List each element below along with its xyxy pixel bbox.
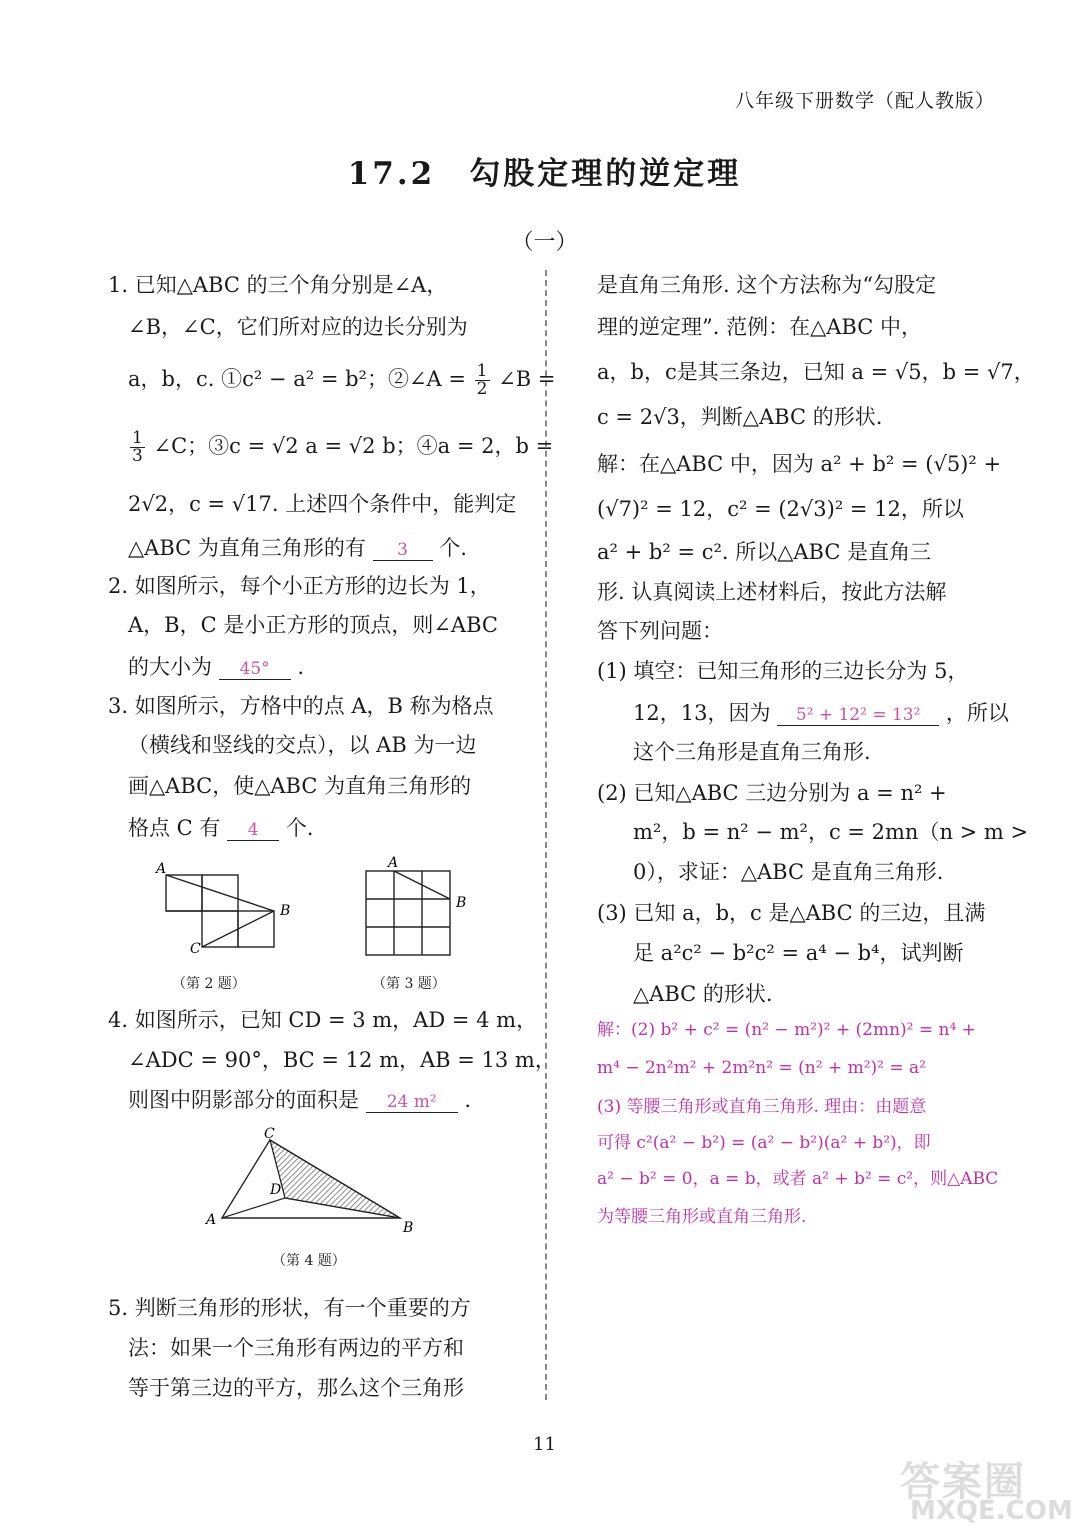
figure-2-caption: （第 2 题）	[172, 976, 246, 992]
solution-line6: 为等腰三角形或直角三角形.	[597, 1207, 807, 1227]
q2-answer-blank: 45°	[219, 659, 291, 680]
q1-line5: 2√2，c = √17. 上述四个条件中，能判定	[128, 492, 517, 516]
q4-line1: 4. 如图所示，已知 CD = 3 m，AD = 4 m，	[108, 1008, 538, 1032]
q3-line1: 3. 如图所示，方格中的点 A，B 称为格点	[108, 694, 494, 718]
q5-line2: 法：如果一个三角形有两边的平方和	[128, 1336, 464, 1360]
figure-3	[352, 855, 492, 995]
fig4-label-c: C	[264, 1126, 275, 1142]
fig2-label-c: C	[190, 941, 201, 957]
q1-line3-a: a，b，c. ①c² − a² = b²；②∠A =	[128, 367, 466, 391]
part2-line3: 0），求证：△ABC 是直角三角形.	[633, 860, 944, 884]
part1-answer-blank: 5² + 12² = 13²	[777, 705, 939, 726]
fig3-label-a: A	[388, 855, 399, 871]
q1-line1: 1. 已知△ABC 的三个角分别是∠A，	[108, 273, 448, 297]
part3-line2: 足 a²c² − b²c² = a⁴ − b⁴，试判断	[633, 941, 964, 965]
part3-line1: (3) 已知 a，b，c 是△ABC 的三边，且满	[597, 901, 986, 925]
watermark-url: MXQE.COM	[910, 1496, 1073, 1526]
figure-4-caption: （第 4 题）	[272, 1253, 346, 1269]
solution-line1: 解：(2) b² + c² = (n² − m²)² + (2mn)² = n⁴ +	[597, 1020, 976, 1040]
solution-line5: a² − b² = 0，a = b，或者 a² + b² = c²，则△ABC	[597, 1169, 999, 1189]
q1-line6: △ABC 为直角三角形的有 3 个.	[128, 536, 467, 560]
right-line3: a，b，c是其三条边，已知 a = √5，b = √7，	[597, 360, 1035, 384]
q5-line1: 5. 判断三角形的形状，有一个重要的方	[108, 1296, 471, 1320]
q4-answer-blank: 24 m²	[366, 1092, 458, 1113]
part1-line1: (1) 填空：已知三角形的三边长分为 5，	[597, 659, 969, 683]
figure-4	[200, 1120, 430, 1270]
part1-line3: 这个三角形是直角三角形.	[633, 740, 871, 764]
q2-line1: 2. 如图所示，每个小正方形的边长为 1，	[108, 574, 491, 598]
right-line8: 形. 认真阅读上述材料后，按此方法解	[597, 580, 947, 604]
part2-line1: (2) 已知△ABC 三边分别为 a = n² +	[597, 781, 947, 805]
part3-line3: △ABC 的形状.	[633, 982, 773, 1006]
watermark-logo	[900, 1450, 1075, 1530]
right-line6: (√7)² = 12，c² = (2√3)² = 12，所以	[597, 497, 964, 521]
figure-3-grid	[352, 855, 492, 975]
right-line1: 是直角三角形. 这个方法称为“勾股定	[597, 273, 937, 297]
q1-line3-b: ∠B =	[498, 367, 556, 391]
q4-line2: ∠ADC = 90°，BC = 12 m，AB = 13 m，	[128, 1048, 556, 1072]
fig2-label-b: B	[280, 903, 291, 919]
fig4-label-d: D	[270, 1182, 282, 1198]
fig4-label-b: B	[403, 1220, 414, 1236]
part2-line2: m²，b = n² − m²，c = 2mn（n > m >	[633, 820, 1029, 844]
fig2-label-a: A	[156, 861, 167, 877]
right-line2: 理的逆定理”. 范例：在△ABC 中，	[597, 315, 922, 339]
right-line4: c = 2√3，判断△ABC 的形状.	[597, 405, 883, 429]
q3-line4: 格点 C 有 4 个.	[128, 816, 314, 840]
q5-line3: 等于第三边的平方，那么这个三角形	[128, 1376, 464, 1400]
solution-line4: 可得 c²(a² − b²) = (a² − b²)(a² + b²)，即	[597, 1133, 931, 1153]
figure-4-triangle	[200, 1120, 430, 1245]
q1-line4-text: ∠C；③c = √2 a = √2 b；④a = 2，b =	[153, 434, 554, 458]
q1-answer-blank: 3	[373, 540, 433, 561]
solution-line2: m⁴ − 2n²m² + 2m²n² = (n² + m²)² = a²	[597, 1058, 926, 1078]
watermark-text: 答案圈	[900, 1458, 1026, 1505]
part1-line2: 12，13，因为 5² + 12² = 13² ，所以	[633, 701, 1009, 725]
q4-line3: 则图中阴影部分的面积是 24 m² .	[128, 1088, 472, 1112]
q3-line2: （横线和竖线的交点），以 AB 为一边	[128, 733, 477, 757]
book-header: 八年级下册数学（配人教版）	[735, 90, 996, 112]
right-line9: 答下列问题：	[597, 619, 723, 643]
q2-line2: A，B，C 是小正方形的顶点，则∠ABC	[128, 613, 498, 637]
q1-line3	[128, 363, 556, 398]
right-line7: a² + b² = c². 所以△ABC 是直角三	[597, 540, 932, 564]
section-subtitle: （一）	[511, 230, 578, 255]
q3-line3: 画△ABC，使△ABC 为直角三角形的	[128, 774, 472, 798]
solution-line3: (3) 等腰三角形或直角三角形. 理由：由题意	[597, 1097, 927, 1117]
section-title: 17.2 勾股定理的逆定理	[347, 156, 742, 192]
figure-3-caption: （第 3 题）	[372, 976, 446, 992]
q3-answer-blank: 4	[227, 820, 279, 841]
q2-line3: 的大小为 45° .	[128, 655, 305, 679]
fraction-one-third: $\frac{1}{3}$	[132, 428, 143, 466]
fig3-label-b: B	[456, 895, 467, 911]
figure-2	[150, 855, 310, 995]
q1-line2: ∠B，∠C，它们所对应的边长分别为	[128, 315, 468, 339]
page-number: 11	[533, 1434, 556, 1455]
q1-line4	[128, 430, 553, 465]
fig4-label-a: A	[206, 1212, 217, 1228]
right-line5: 解：在△ABC 中，因为 a² + b² = (√5)² +	[597, 452, 1002, 476]
fraction-one-half: $\frac{1}{2}$	[476, 361, 488, 399]
